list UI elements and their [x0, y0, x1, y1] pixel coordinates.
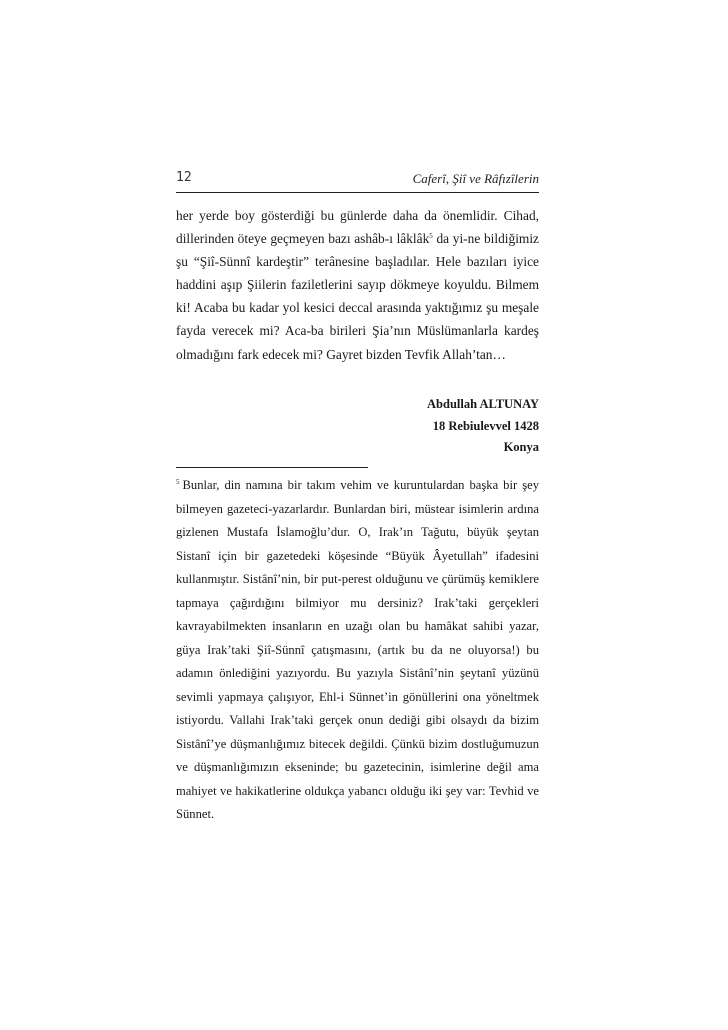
page-number: 12: [176, 170, 192, 185]
signature-date: 18 Rebiulevvel 1428: [432, 418, 539, 433]
footnote-text: Bunlar, din namına bir takım vehim ve kuruntulardan başka bir şey bilmeyen gazeteci-yazarlardır. Bunlardan biri, müstear isimlerin ardına gizlenen Mustafa İslamoğlu’dur. O, Irak’ın Tağutu, büyük şeytan Sistanî için bir gazetedeki köşesinde “Büyük Âyetullah” ifadesini kullanmıştır. Sistânî’nin, bir put-perest olduğunu ve çürümüş kemiklere tapmaya çağırdığını bilmiyor mu dersiniz? Irak’taki gerçekleri kavrayabilmekten insanların en uzağı olan bu hamâkat sahibi yazar, güya Irak’taki Şiî-Sünnî çatışmasını, (artık bu da ne oluyorsa!) bu adamın önlediğini yazıyordu. Bu yazıyla Sistânî’nin şeytanî yüzünü sevimli yapmaya çalışıyor, Ehl-i Sünnet’in gönüllerini ona yöneltmek istiyordu. Vallahi Irak’taki gerçek onun dediği gibi olsaydı da bizim Sistânî’ye düşmanlığımız bitecek değildi. Çünkü bizim dostluğumuzun ve düşmanlığımızın ekseninde; bu gazetecinin, isimlerine değil ama mahiyet ve hakikatlerine oldukça yabancı olduğu iki şey var: Tevhid ve Sünnet.: [176, 478, 539, 821]
body-paragraph: [176, 204, 539, 366]
body-text-part2: da yi-ne bildiğimiz şu “Şiî-Sünnî kardeştir” terânesine başladılar. Hele bazıları iyice haddini aşıp Şiilerin faziletlerini sayıp dökmeye koyuldu. Bilmem ki! Acaba bu kadar yol kesici deccal arasında yaktığımız şu meşale fayda verecek mi? Aca-ba birileri Şia’nın Müslümanlarla kardeş olmadığını fark edecek mi? Gayret bizden Tevfik Allah’tan…: [176, 231, 539, 362]
footnote-number: 5: [176, 478, 180, 486]
signature-place: Konya: [503, 440, 539, 454]
footnote-rule: [176, 467, 368, 468]
signature-block: [279, 394, 539, 459]
header-rule: [176, 192, 539, 193]
footnote-reference: 5: [429, 232, 433, 241]
body-text-part1: her yerde boy gösterdiği bu günlerde daha da önemlidir. Cihad, dillerinden öteye geçmeyen bazı ashâb-ı lâklâk: [176, 208, 539, 247]
running-head: Caferî, Şiî ve Râfızîlerin: [412, 171, 539, 186]
author-name: Abdullah ALTUNAY: [427, 397, 539, 411]
footnote: [176, 474, 539, 827]
